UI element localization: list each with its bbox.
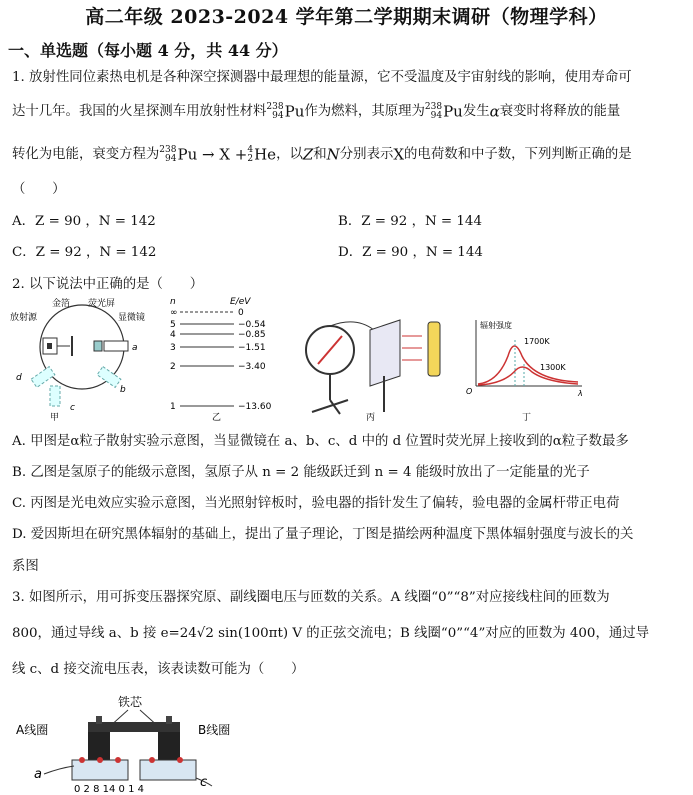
- level-n-label: 1: [170, 402, 176, 412]
- coil-b: [140, 760, 196, 780]
- q2-option-a[interactable]: A. 甲图是α粒子散射实验示意图，当显微镜在 a、b、c、d 中的 d 位置时荧光屏上接收到的α粒子数最多: [12, 434, 629, 449]
- caption-bing: 丙: [366, 413, 376, 422]
- q1-option-a[interactable]: A．Z = 90 ，N = 142: [12, 214, 156, 229]
- element-symbol: He: [254, 145, 277, 164]
- z-symbol: Z: [302, 145, 314, 164]
- q1-option-d[interactable]: D．Z = 90 ，N = 144: [338, 245, 483, 260]
- q1-option-c[interactable]: C．Z = 92 ，N = 142: [12, 245, 157, 260]
- level-e-label: −13.60: [238, 402, 272, 412]
- element-symbol: Pu: [284, 102, 305, 121]
- stand-leg: [312, 400, 348, 412]
- label-coil-b: B线圈: [198, 723, 231, 737]
- y-axis-label: 辐射强度: [480, 321, 512, 330]
- isotope-notation: 238 94: [424, 101, 443, 121]
- decay-equation: Pu → X +: [177, 145, 248, 164]
- figure-jia: [10, 292, 160, 422]
- q1-text: 衰变时将释放的能量: [499, 104, 621, 119]
- level-e-label: −0.54: [238, 320, 266, 330]
- label-1300k: 1300K: [540, 363, 566, 372]
- alpha-symbol: α: [489, 102, 500, 121]
- label-a: a: [34, 767, 42, 782]
- label-b: b: [120, 385, 126, 395]
- e-axis-label: E/eV: [230, 297, 251, 307]
- label-d: d: [16, 373, 22, 383]
- x-symbol: X: [393, 145, 405, 164]
- knob: [166, 716, 172, 724]
- level-n-label: 4: [170, 330, 176, 340]
- level-e-label: −3.40: [238, 362, 266, 372]
- q1-line3: [12, 143, 632, 164]
- terminal: [115, 757, 121, 763]
- isotope-notation: 238 94: [159, 144, 177, 164]
- position-d: [31, 367, 55, 388]
- q2-option-d-cont: 系图: [12, 559, 39, 574]
- figure-ding: [462, 316, 588, 422]
- q3-line1: 3. 如图所示，用可拆变压器探究原、副线圈电压与匝数的关系。A 线圈“0”“8”对应接线柱间的匝数为: [12, 590, 610, 605]
- label-1700k: 1700K: [524, 337, 550, 346]
- q2-stem: 2. 以下说法中正确的是（ ）: [12, 277, 204, 292]
- figure-bing: [296, 316, 456, 422]
- label-c: c: [200, 775, 208, 790]
- x-axis-label: λ: [578, 389, 583, 398]
- q3-line3: 线 c、d 接交流电压表，该表读数可能为（ ）: [12, 662, 305, 677]
- terminal: [97, 757, 103, 763]
- label-screen: 荧光屏: [88, 299, 116, 309]
- q1-paren: （ ）: [12, 182, 66, 197]
- origin-label: O: [466, 387, 473, 396]
- element-symbol: Pu: [443, 102, 463, 121]
- q1-text: 作为燃料，其原理为: [304, 104, 425, 119]
- level-e-label: 0: [238, 308, 244, 318]
- n-axis-label: n: [170, 297, 176, 307]
- n-symbol: N: [326, 145, 340, 164]
- terminal: [79, 757, 85, 763]
- q1-text: 的电荷数和中子数，下列判断正确的是: [404, 147, 632, 162]
- level-n-label: ∞: [170, 308, 178, 318]
- level-n-label: 5: [170, 320, 176, 330]
- stand-leg: [330, 400, 340, 414]
- screen: [94, 341, 102, 351]
- uv-lamp: [428, 322, 440, 376]
- isotope-notation: 4 2: [247, 144, 254, 164]
- level-n-label: 2: [170, 362, 176, 372]
- q1-text: ，以: [276, 147, 303, 162]
- caption-yi: 乙: [212, 413, 222, 422]
- wire-a: [44, 766, 74, 774]
- level-e-label: −1.51: [238, 343, 266, 353]
- label-c: c: [70, 403, 75, 413]
- q1-text: 发生: [462, 104, 490, 119]
- microscope: [104, 341, 128, 351]
- label-gold-foil: 金箔: [52, 299, 71, 309]
- figure-yi: [168, 294, 280, 422]
- q1-line1: 1. 放射性同位素热电机是各种深空探测器中最理想的能量源，它不受温度及宇宙射线的影响，使用寿命可: [12, 70, 632, 85]
- position-c: [50, 386, 60, 406]
- caption-jia: 甲: [50, 413, 60, 422]
- q3-line2: 800，通过导线 a、b 接 e=24√2 sin(100πt) V 的正弦交流电；B 线圈“0”“4”对应的匝数为 400，通过导: [12, 626, 650, 641]
- section-heading: 一、单选题（每小题 4 分，共 44 分）: [8, 41, 288, 60]
- label-core: 铁芯: [118, 695, 143, 709]
- source-core: [47, 343, 52, 349]
- q1-text: 和: [313, 147, 327, 162]
- q1-text: 达十几年。我国的火星探测车用放射性材料: [12, 104, 267, 119]
- q1-line2: [12, 100, 620, 121]
- label-source: 放射源: [10, 313, 38, 323]
- terminal: [177, 757, 183, 763]
- caption-ding: 丁: [522, 413, 532, 422]
- knob: [96, 716, 102, 724]
- terminal: [149, 757, 155, 763]
- level-n-label: 3: [170, 343, 176, 353]
- page-title: 高二年级 2023-2024 学年第二学期期末调研（物理学科）: [85, 6, 608, 28]
- q2-option-b[interactable]: B. 乙图是氢原子的能级示意图，氢原子从 n = 2 能级跃迁到 n = 4 能级时放出了一定能量的光子: [12, 465, 590, 480]
- label-microscope: 显微镜: [118, 313, 146, 323]
- level-e-label: −0.85: [238, 330, 266, 340]
- q2-option-c[interactable]: C. 丙图是光电效应实验示意图，当光照射锌板时，验电器的指针发生了偏转，验电器的金属杆带正电荷: [12, 496, 620, 511]
- isotope-notation: 238 94: [266, 101, 284, 121]
- label-coil-a: A线圈: [16, 723, 49, 737]
- q1-text: 分别表示: [339, 147, 394, 162]
- terminal-labels: 0 2 8 14 0 1 4: [74, 784, 144, 795]
- q2-option-d[interactable]: D. 爱因斯坦在研究黑体辐射的基础上，提出了量子理论，丁图是描绘两种温度下黑体辐射强度与波长的关: [12, 527, 634, 542]
- figure-transformer: [10, 690, 250, 795]
- q1-text: 转化为电能，衰变方程为: [12, 147, 160, 162]
- label-a: a: [132, 343, 138, 353]
- q1-option-b[interactable]: B．Z = 92 ，N = 144: [338, 214, 482, 229]
